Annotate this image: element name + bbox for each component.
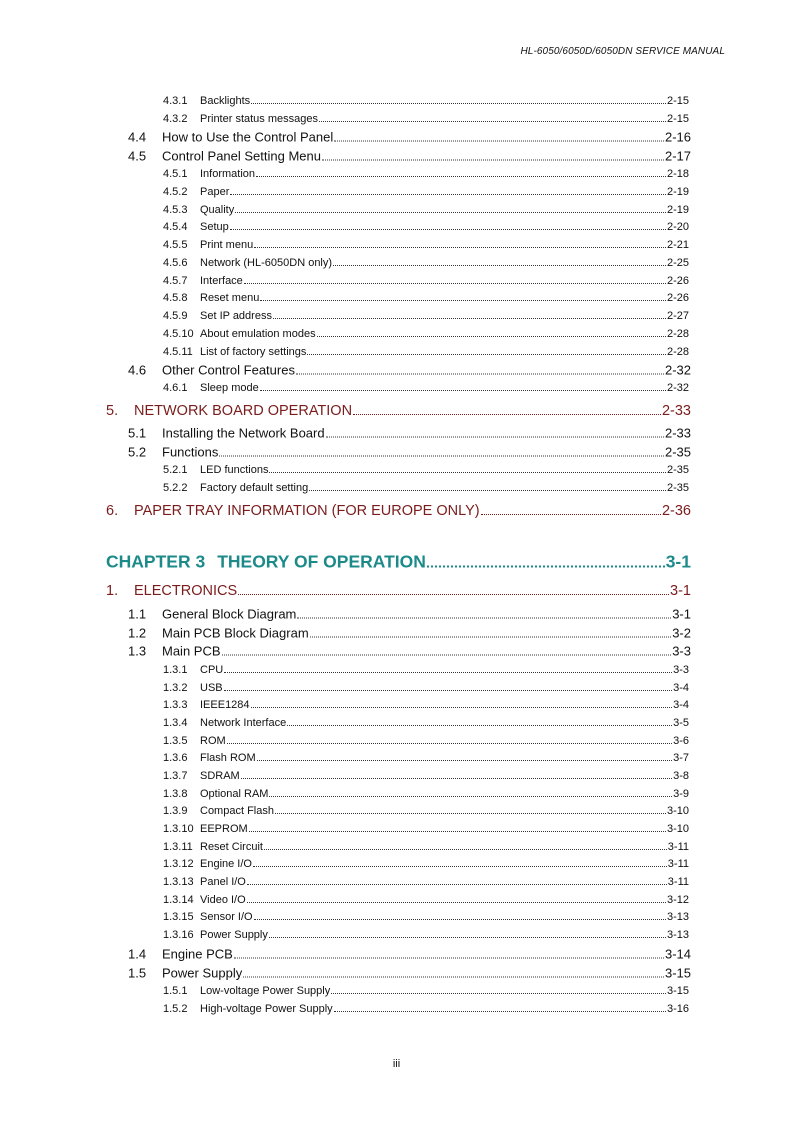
toc-entry-title: CPU	[200, 664, 224, 676]
toc-entry-title: Functions	[162, 444, 219, 460]
toc-entry[interactable]	[163, 805, 689, 817]
toc-entry-number: 4.5.10	[163, 328, 194, 340]
toc-entry-number: 4.3.2	[163, 113, 188, 125]
toc-entry-page: 3-6	[673, 735, 689, 747]
toc-entry-title: Optional RAM	[200, 788, 269, 800]
dot-leader	[333, 264, 666, 266]
toc-entry-number: 1.3.10	[163, 823, 194, 835]
toc-entry[interactable]	[163, 482, 689, 494]
toc-entry[interactable]	[163, 735, 689, 747]
toc-entry[interactable]	[128, 644, 691, 659]
toc-entry[interactable]	[128, 626, 691, 641]
toc-entry-title: Network (HL-6050DN only)	[200, 257, 333, 269]
toc-entry-page: 3-14	[664, 946, 691, 962]
toc-entry-number: 4.3.1	[163, 95, 188, 107]
toc-entry-page: 2-21	[666, 239, 689, 251]
toc-entry-number: 1.3.3	[163, 699, 188, 711]
dot-leader	[260, 389, 666, 391]
toc-entry-number: 4.6.1	[163, 382, 188, 394]
dot-leader	[224, 671, 672, 673]
toc-entry[interactable]	[106, 403, 691, 419]
toc-entry[interactable]	[128, 426, 691, 441]
toc-entry[interactable]	[106, 583, 691, 599]
toc-entry-page: 2-36	[661, 503, 691, 519]
toc-entry[interactable]	[163, 275, 689, 287]
toc-entry-title: ELECTRONICS	[134, 583, 238, 599]
toc-entry[interactable]	[163, 752, 689, 764]
toc-entry-title: Engine I/O	[200, 858, 252, 870]
toc-entry-number: 4.4	[128, 129, 147, 145]
dot-leader	[224, 689, 672, 691]
toc-entry-title: USB	[200, 682, 223, 694]
toc-entry[interactable]	[128, 607, 691, 622]
toc-entry[interactable]	[128, 445, 691, 460]
dot-leader	[331, 992, 666, 994]
dot-leader	[310, 636, 672, 638]
toc-entry-title: Factory default setting	[200, 482, 309, 494]
dot-leader	[322, 159, 664, 161]
toc-entry-page: 2-26	[666, 292, 689, 304]
toc-entry-number: 1.	[106, 583, 119, 599]
toc-entry-title: Engine PCB	[162, 946, 233, 962]
toc-entry-number: 1.5.1	[163, 985, 188, 997]
toc-entry[interactable]	[163, 239, 689, 251]
dot-leader	[319, 120, 666, 122]
toc-entry[interactable]	[163, 464, 689, 476]
toc-entry-page: 3-11	[667, 841, 689, 853]
toc-entry-number: 4.5.8	[163, 292, 188, 304]
toc-entry-number: 4.5.4	[163, 221, 188, 233]
dot-leader	[254, 246, 666, 248]
toc-entry-number: 4.5.5	[163, 239, 188, 251]
toc-entry-title: Power Supply	[200, 929, 268, 941]
toc-entry-title: SDRAM	[200, 770, 240, 782]
dot-leader	[254, 918, 666, 920]
dot-leader	[251, 706, 673, 708]
dot-leader	[264, 848, 667, 850]
toc-entry-page: 3-3	[673, 664, 689, 676]
toc-entry-title: Installing the Network Board	[162, 425, 325, 441]
dot-leader	[234, 957, 664, 959]
toc-entry-number: 1.3.15	[163, 911, 194, 923]
toc-entry[interactable]	[163, 346, 689, 358]
dot-leader	[256, 175, 666, 177]
toc-entry-title: General Block Diagram	[162, 606, 297, 622]
toc-entry-page: 3-13	[666, 929, 689, 941]
toc-entry-page: 3-7	[673, 752, 689, 764]
toc-entry-page: 3-2	[672, 625, 691, 641]
toc-entry[interactable]	[163, 664, 689, 676]
toc-entry[interactable]	[163, 1003, 689, 1015]
toc-entry-number: 1.3.5	[163, 735, 188, 747]
toc-entry-title: Video I/O	[200, 894, 246, 906]
dot-leader	[275, 812, 666, 814]
toc-entry[interactable]	[163, 876, 689, 888]
toc-entry-number: 1.3.4	[163, 717, 188, 729]
toc-entry-title: PAPER TRAY INFORMATION (FOR EUROPE ONLY)	[134, 503, 480, 519]
toc-entry-number: 1.3.8	[163, 788, 188, 800]
toc-entry-page: 3-4	[673, 699, 689, 711]
toc-entry-number: 4.5	[128, 148, 147, 164]
toc-entry[interactable]	[106, 503, 691, 519]
dot-leader	[251, 102, 666, 104]
toc-entry-page: 2-33	[661, 403, 691, 419]
dot-leader	[235, 211, 666, 213]
toc-entry-number: 5.2.2	[163, 482, 188, 494]
toc-entry-number: 4.5.7	[163, 275, 188, 287]
dot-leader	[296, 373, 664, 375]
toc-entry-number: 5.2	[128, 444, 147, 460]
toc-entry[interactable]	[163, 699, 689, 711]
toc-entry-number: 1.3.16	[163, 929, 194, 941]
toc-entry-page: 3-3	[672, 643, 691, 659]
toc-entry-page: 3-11	[667, 858, 689, 870]
toc-entry-page: 2-19	[666, 186, 689, 198]
toc-entry[interactable]	[163, 894, 689, 906]
toc-entry-page: 2-15	[666, 95, 689, 107]
toc-entry-page: 2-18	[666, 168, 689, 180]
toc-entry[interactable]	[163, 257, 689, 269]
toc-entry-page: 2-20	[666, 221, 689, 233]
toc-entry-page: 3-9	[673, 788, 689, 800]
toc-entry-number: 1.5	[128, 965, 147, 981]
toc-entry-title: NETWORK BOARD OPERATION	[134, 403, 353, 419]
toc-entry-page: 2-25	[666, 257, 689, 269]
toc-entry-title: Control Panel Setting Menu	[162, 148, 321, 164]
toc-entry-number: 1.2	[128, 625, 147, 641]
toc-entry[interactable]	[163, 310, 689, 322]
toc-entry-page: 2-28	[666, 346, 689, 358]
toc-entry-title: Power Supply	[162, 965, 243, 981]
toc-entry[interactable]	[163, 841, 689, 853]
toc-entry-number: 1.3.6	[163, 752, 188, 764]
toc-entry-page: 2-28	[666, 328, 689, 340]
dot-leader	[243, 976, 664, 978]
dot-leader	[241, 777, 672, 779]
toc-entry-title: Main PCB	[162, 643, 221, 659]
toc-entry-title: Set IP address	[200, 310, 272, 322]
toc-entry-page: 3-12	[666, 894, 689, 906]
toc-entry-title: EEPROM	[200, 823, 248, 835]
toc-entry[interactable]	[163, 95, 689, 107]
toc-entry-number: CHAPTER 3	[106, 551, 206, 572]
toc-entry-page: 2-19	[666, 204, 689, 216]
toc-entry-title: Reset menu	[200, 292, 260, 304]
dot-leader	[244, 282, 666, 284]
toc-entry-number: 1.3.13	[163, 876, 194, 888]
dot-leader	[317, 335, 666, 337]
toc-entry-title: Setup	[200, 221, 229, 233]
toc-entry[interactable]	[128, 149, 691, 164]
toc-entry-title: Low-voltage Power Supply	[200, 985, 331, 997]
toc-entry-number: 4.5.6	[163, 257, 188, 269]
toc-entry-title: Quality	[200, 204, 235, 216]
toc-entry-page: 2-35	[666, 464, 689, 476]
toc-entry[interactable]	[163, 788, 689, 800]
toc-entry-title: How to Use the Control Panel	[162, 129, 334, 145]
toc-entry-title: Backlights	[200, 95, 251, 107]
toc-entry-page: 3-13	[666, 911, 689, 923]
toc-entry[interactable]	[163, 168, 689, 180]
toc-entry[interactable]	[163, 770, 689, 782]
toc-entry-page: 2-26	[666, 275, 689, 287]
dot-leader	[287, 724, 672, 726]
toc-entry[interactable]	[106, 552, 691, 573]
toc-entry-title: Flash ROM	[200, 752, 256, 764]
dot-leader	[227, 742, 672, 744]
toc-entry-number: 1.3.7	[163, 770, 188, 782]
dot-leader	[334, 140, 664, 142]
running-header: HL-6050/6050D/6050DN SERVICE MANUAL	[520, 46, 725, 57]
dot-leader	[249, 830, 666, 832]
toc-entry[interactable]	[163, 328, 689, 340]
dot-leader	[230, 228, 666, 230]
toc-entry-page: 2-32	[664, 362, 691, 378]
toc-entry-title: Print menu	[200, 239, 254, 251]
dot-leader	[427, 565, 665, 568]
dot-leader	[253, 865, 667, 867]
toc-entry[interactable]	[163, 292, 689, 304]
toc-entry-page: 2-33	[664, 425, 691, 441]
toc-entry-title: Compact Flash	[200, 805, 274, 817]
dot-leader	[297, 617, 671, 619]
toc-entry-number: 6.	[106, 503, 119, 519]
toc-entry-page: 2-27	[666, 310, 689, 322]
dot-leader	[309, 489, 666, 491]
dot-leader	[273, 317, 666, 319]
toc-entry-number: 4.5.9	[163, 310, 188, 322]
dot-leader	[230, 193, 666, 195]
dot-leader	[269, 471, 665, 473]
toc-entry[interactable]	[128, 947, 691, 962]
toc-entry-number: 4.6	[128, 362, 147, 378]
toc-entry-page: 2-16	[664, 129, 691, 145]
toc-entry[interactable]	[128, 130, 691, 145]
toc-entry-number: 1.3.11	[163, 841, 193, 853]
toc-entry-title: Sleep mode	[200, 382, 259, 394]
toc-entry-page: 3-1	[665, 551, 691, 572]
toc-entry-title: Panel I/O	[200, 876, 246, 888]
toc-entry-page: 2-32	[666, 382, 689, 394]
toc-entry-page: 2-35	[664, 444, 691, 460]
toc-entry-page: 3-10	[666, 805, 689, 817]
toc-entry-number: 1.3.2	[163, 682, 188, 694]
toc-entry[interactable]	[163, 221, 689, 233]
toc-entry[interactable]	[163, 204, 689, 216]
toc-entry[interactable]	[163, 929, 689, 941]
dot-leader	[260, 299, 666, 301]
toc-entry-page: 2-35	[666, 482, 689, 494]
toc-entry-number: 5.	[106, 403, 119, 419]
dot-leader	[353, 413, 661, 415]
toc-entry[interactable]	[163, 382, 689, 394]
toc-entry-number: 4.5.2	[163, 186, 188, 198]
toc-entry-title: THEORY OF OPERATION	[217, 551, 426, 572]
toc-entry-number: 4.5.11	[163, 346, 193, 358]
toc-entry-page: 3-5	[673, 717, 689, 729]
toc-entry[interactable]	[128, 966, 691, 981]
dot-leader	[238, 593, 669, 595]
dot-leader	[247, 883, 667, 885]
toc-entry-page: 3-4	[673, 682, 689, 694]
toc-entry-title: Other Control Features	[162, 362, 295, 378]
toc-entry-number: 4.5.3	[163, 204, 188, 216]
dot-leader	[334, 1010, 666, 1012]
toc-entry-title: About emulation modes	[200, 328, 316, 340]
toc-entry[interactable]	[163, 858, 689, 870]
toc-entry-title: Network Interface	[200, 717, 287, 729]
toc-entry-page: 3-10	[666, 823, 689, 835]
toc-entry-page: 3-16	[666, 1003, 689, 1015]
toc-entry-page: 2-15	[666, 113, 689, 125]
toc-entry[interactable]	[163, 682, 689, 694]
toc-entry-title: Information	[200, 168, 256, 180]
page-number: iii	[392, 1058, 401, 1070]
toc-entry[interactable]	[163, 113, 689, 125]
toc-entry-number: 1.4	[128, 946, 147, 962]
toc-entry-title: Main PCB Block Diagram	[162, 625, 309, 641]
dot-leader	[326, 436, 664, 438]
dot-leader	[481, 513, 661, 515]
toc-entry-page: 3-15	[666, 985, 689, 997]
toc-entry-title: Interface	[200, 275, 243, 287]
toc-entry-title: High-voltage Power Supply	[200, 1003, 333, 1015]
toc-entry-number: 1.3.14	[163, 894, 194, 906]
dot-leader	[257, 759, 672, 761]
dot-leader	[222, 654, 672, 656]
toc-entry-number: 5.1	[128, 425, 147, 441]
toc-entry-page: 3-1	[672, 606, 691, 622]
toc-entry-number: 4.5.1	[163, 168, 188, 180]
dot-leader	[307, 353, 666, 355]
toc-entry-number: 1.3.9	[163, 805, 188, 817]
toc-entry-title: Paper	[200, 186, 230, 198]
toc-entry[interactable]	[128, 363, 691, 378]
toc-entry-number: 1.1	[128, 606, 147, 622]
toc-entry[interactable]	[163, 823, 689, 835]
toc-entry-page: 3-1	[670, 583, 691, 599]
toc-entry[interactable]	[163, 717, 689, 729]
toc-entry[interactable]	[163, 911, 689, 923]
toc-entry[interactable]	[163, 186, 689, 198]
toc-entry-number: 5.2.1	[163, 464, 188, 476]
toc-entry-title: ROM	[200, 735, 226, 747]
dot-leader	[269, 795, 672, 797]
toc-entry-title: IEEE1284	[200, 699, 250, 711]
toc-entry-page: 3-8	[673, 770, 689, 782]
toc-entry-number: 1.5.2	[163, 1003, 188, 1015]
toc-entry-title: Reset Circuit	[200, 841, 263, 853]
dot-leader	[269, 936, 666, 938]
toc-entry-title: List of factory settings	[200, 346, 307, 358]
toc-entry-title: LED functions	[200, 464, 269, 476]
toc-entry-page: 3-11	[667, 876, 689, 888]
toc-entry-number: 1.3.12	[163, 858, 194, 870]
toc-entry-page: 3-15	[664, 965, 691, 981]
toc-entry-page: 2-17	[664, 148, 691, 164]
toc-entry-number: 1.3	[128, 643, 147, 659]
dot-leader	[247, 901, 666, 903]
dot-leader	[219, 455, 664, 457]
toc-entry-title: Sensor I/O	[200, 911, 253, 923]
toc-entry[interactable]	[163, 985, 689, 997]
toc-entry-number: 1.3.1	[163, 664, 188, 676]
toc-entry-title: Printer status messages	[200, 113, 318, 125]
